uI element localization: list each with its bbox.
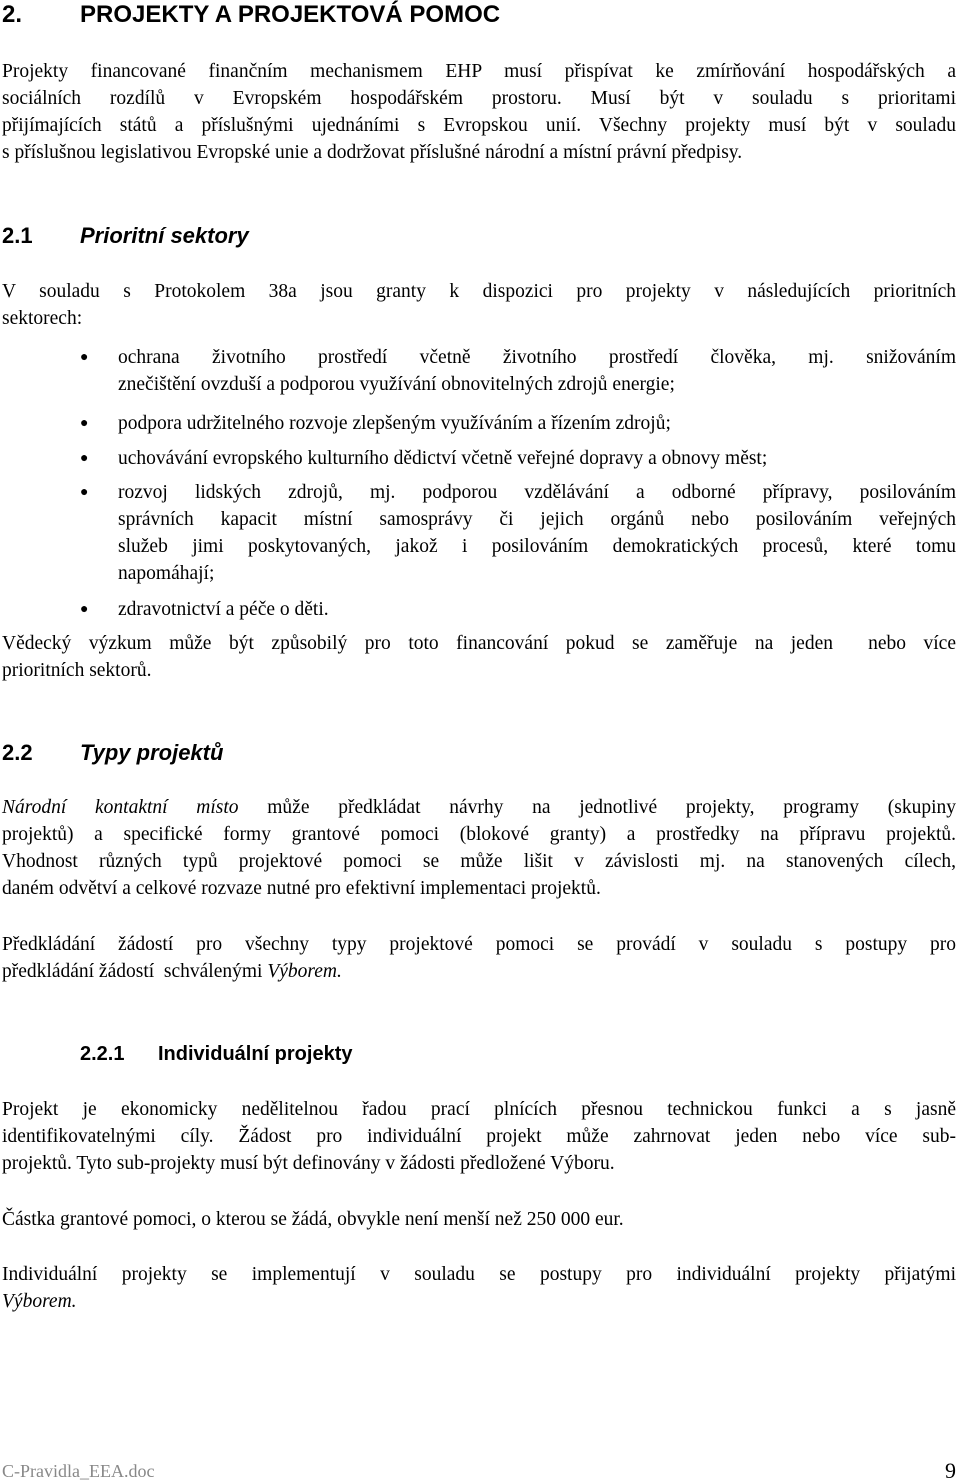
paragraph-line: Individuální projekty se implementují v souladu se postupy pro individuální projekty přijatými — [2, 1264, 956, 1285]
bullet-icon: ● — [80, 350, 89, 365]
list-item-line: uchovávání evropského kulturního dědictví včetně veřejné dopravy a obnovy měst; — [118, 448, 768, 469]
bullet-icon: ● — [80, 416, 89, 431]
list-item — [118, 344, 956, 398]
paragraph-line: identifikovatelnými cíly. Žádost pro individuální projekt může zahrnovat jeden nebo více sub- — [2, 1126, 956, 1147]
section-2-2-1-paragraph-2 — [2, 1206, 956, 1233]
intro-line: s příslušnou legislativou Evropské unie a dodržovat příslušné národní a místní právní předpisy. — [2, 142, 743, 163]
section-title: Individuální projekty — [158, 1043, 353, 1065]
section-heading-2-1 — [2, 222, 249, 250]
intro-line: Projekty financované finančním mechanismem EHP musí přispívat ke zmírňování hospodářských a — [2, 61, 956, 82]
section-title: Prioritní sektory — [80, 223, 249, 248]
paragraph-line — [2, 794, 956, 821]
paragraph-line: sektorech: — [2, 308, 83, 329]
intro-line: přijímajících států a příslušnými ujednáními s Evropskou unií. Všechny projekty musí být v souladu — [2, 115, 956, 136]
intro-line: sociálních rozdílů v Evropském hospodářském prostoru. Musí být v souladu s prioritami — [2, 88, 956, 109]
paragraph-line-rest: může předkládat návrhy na jednotlivé projekty, programy (skupiny — [238, 797, 956, 818]
paragraph-line: projektů. Tyto sub-projekty musí být definovány v žádosti předložené Výboru. — [2, 1153, 615, 1174]
paragraph-line: Projekt je ekonomicky nedělitelnou řadou prací plnících přesnou technickou funkci a s jasně — [2, 1099, 956, 1120]
section-title: Typy projektů — [80, 740, 224, 765]
nkm-term: Národní kontaktní místo — [2, 797, 239, 818]
paragraph-line-text: předkládání žádostí schválenými — [2, 961, 268, 982]
section-number: 2.2.1 — [80, 1043, 125, 1065]
section-heading-2-2 — [2, 739, 223, 767]
list-item-line: ochrana životního prostředí včetně životního prostředí člověka, mj. snižováním — [118, 347, 956, 368]
footer-filename: C-Pravidla_EEA.doc — [2, 1461, 155, 1481]
section-2-2-1-paragraph-1 — [2, 1096, 956, 1177]
bullet-icon: ● — [80, 485, 89, 500]
paragraph-line: Částka grantové pomoci, o kterou se žádá, obvykle není menší než 250 000 eur. — [2, 1209, 624, 1230]
paragraph-line: V souladu s Protokolem 38a jsou granty k dispozici pro projekty v následujících prioritních — [2, 281, 956, 302]
list-item — [118, 445, 956, 472]
committee-term: Výborem. — [267, 961, 342, 982]
section-number: 2.2 — [2, 740, 33, 765]
section-2-1-outro — [2, 630, 956, 684]
list-item-line: podpora udržitelného rozvoje zlepšeným využíváním a řízením zdrojů; — [118, 413, 671, 434]
main-heading — [2, 0, 500, 30]
list-item — [118, 479, 956, 587]
paragraph-line: projektů) a specifické formy grantové pomoci (blokové granty) a prostředky na přípravu projektů. — [2, 824, 956, 845]
list-item-line: zdravotnictví a péče o děti. — [118, 599, 329, 620]
section-2-1-intro — [2, 278, 956, 332]
main-heading-number: 2. — [2, 1, 23, 28]
section-number: 2.1 — [2, 223, 33, 248]
section-2-2-paragraph-2 — [2, 931, 956, 985]
footer-page-number: 9 — [945, 1458, 956, 1483]
paragraph-line: prioritních sektorů. — [2, 660, 152, 681]
section-2-2-paragraph-1 — [2, 794, 956, 902]
list-item — [118, 410, 956, 437]
paragraph-line: Vhodnost různých typů projektové pomoci se může lišit v závislosti mj. na stanovených cílech, — [2, 851, 956, 872]
section-heading-2-2-1 — [80, 1041, 352, 1067]
paragraph-line: Předkládání žádostí pro všechny typy projektové pomoci se provádí v souladu s postupy pro — [2, 934, 956, 955]
list-item-line: správních kapacit místní samosprávy či jejich orgánů nebo posilováním veřejných — [118, 509, 956, 530]
bullet-icon: ● — [80, 602, 89, 617]
committee-term: Výborem. — [2, 1291, 77, 1312]
intro-paragraph — [2, 58, 956, 166]
list-item — [118, 596, 956, 623]
bullet-icon: ● — [80, 451, 89, 466]
list-item-line: napomáhají; — [118, 563, 215, 584]
paragraph-line: Vědecký výzkum může být způsobilý pro toto financování pokud se zaměřuje na jeden nebo více — [2, 633, 956, 654]
list-item-line: služeb jimi poskytovaných, jakož i posilováním demokratických procesů, které tomu — [118, 536, 956, 557]
main-heading-title: PROJEKTY A PROJEKTOVÁ POMOC — [80, 1, 501, 28]
list-item-line: rozvoj lidských zdrojů, mj. podporou vzdělávání a odborné přípravy, posilováním — [118, 482, 956, 503]
list-item-line: znečištění ovzduší a podporou využívání obnovitelných zdrojů energie; — [118, 374, 675, 395]
section-2-2-1-paragraph-3 — [2, 1261, 956, 1315]
paragraph-line: daném odvětví a celkové rozvaze nutné pro efektivní implementaci projektů. — [2, 878, 601, 899]
paragraph-line — [2, 958, 956, 985]
